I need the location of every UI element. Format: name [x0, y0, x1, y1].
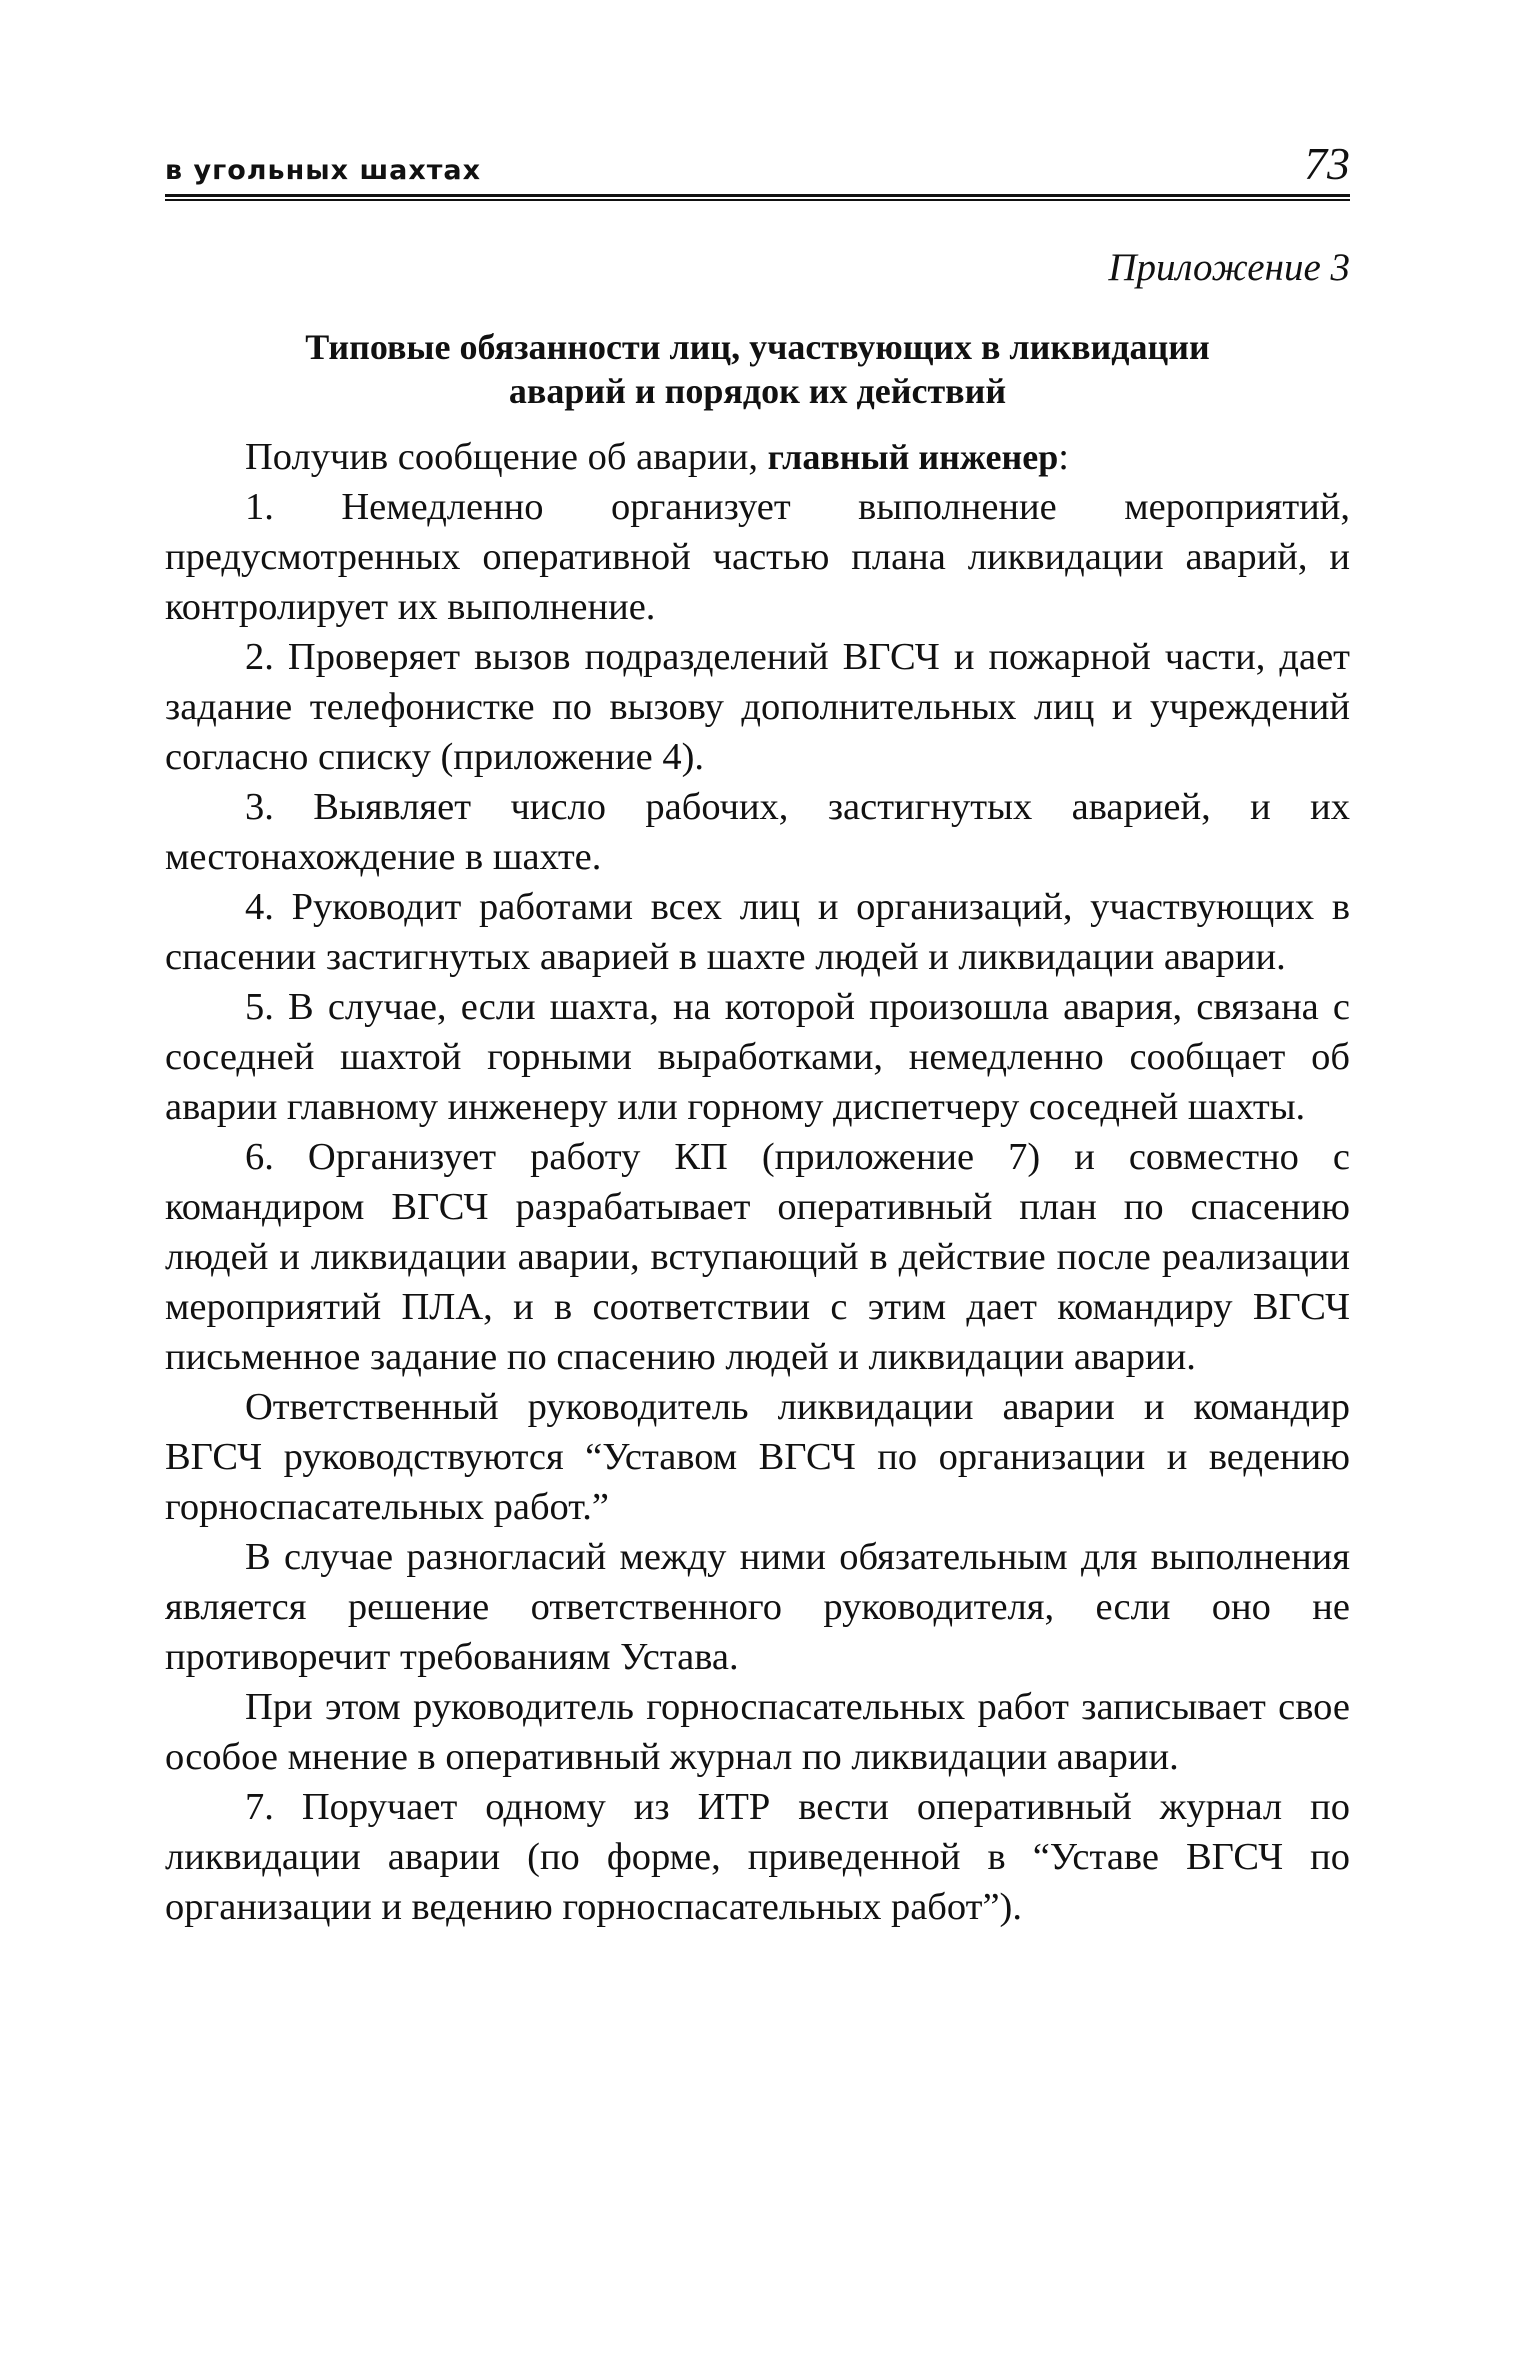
page-number: 73 — [1304, 138, 1350, 189]
paragraph-10: 7. Поручает одному из ИТР вести оперативный журнал по ликвидации аварии (по форме, приведенной в “Уставе ВГСЧ по организации и ведению горноспасательных работ”). — [165, 1785, 1350, 1928]
running-title: в угольных шахтах — [165, 155, 482, 186]
paragraph-8: В случае разногласий между ними обязательным для выполнения является решение ответственного руководителя, если оно не противоречит требованиям Устава. — [165, 1535, 1350, 1678]
paragraph-6: 6. Организует работу КП (приложение 7) и совместно с командиром ВГСЧ разрабатывает оперативный план по спасению людей и ликвидации аварии, вступающий в действие после реализации мероприятий ПЛА, и в соответствии с этим дает командиру ВГСЧ письменное задание по спасению людей и ликвидации аварии. — [165, 1135, 1350, 1378]
paragraph-9: При этом руководитель горноспасательных работ записывает свое особое мнение в оперативный журнал по ликвидации аварии. — [165, 1685, 1350, 1778]
paragraph-2: 2. Проверяет вызов подразделений ВГСЧ и пожарной части, дает задание телефонистке по вызову дополнительных лиц и учреждений согласно списку (приложение 4). — [165, 635, 1350, 778]
paragraph-5: 5. В случае, если шахта, на которой произошла авария, связана с соседней шахтой горными выработками, немедленно сообщает об аварии главному инженеру или горному диспетчеру соседней шахты. — [165, 985, 1350, 1128]
intro-text: Получив сообщение об аварии, — [245, 435, 768, 478]
title-line-2: аварий и порядок их действий — [508, 370, 1007, 411]
header-rule — [165, 194, 1350, 201]
running-header — [165, 140, 1350, 192]
paragraph-7: Ответственный руководитель ликвидации аварии и командир ВГСЧ руководствуются “Уставом ВГСЧ по организации и ведению горноспасательных работ.” — [165, 1385, 1350, 1528]
intro-bold: главный инженер — [767, 436, 1059, 477]
title-line-1: Типовые обязанности лиц, участвующих в ликвидации — [305, 326, 1210, 367]
intro-paragraph — [165, 432, 1350, 482]
intro-colon: : — [1058, 435, 1069, 478]
paragraph-1: 1. Немедленно организует выполнение мероприятий, предусмотренных оперативной частью плана ликвидации аварий, и контролирует их выполнение. — [165, 485, 1350, 628]
appendix-label: Приложение 3 — [1108, 246, 1350, 289]
paragraph-4: 4. Руководит работами всех лиц и организаций, участвующих в спасении застигнутых аварией в шахте людей и ликвидации аварии. — [165, 885, 1350, 978]
book-page — [165, 140, 1350, 1932]
document-title — [165, 326, 1350, 414]
paragraph-3: 3. Выявляет число рабочих, застигнутых аварией, и их местонахождение в шахте. — [165, 785, 1350, 878]
